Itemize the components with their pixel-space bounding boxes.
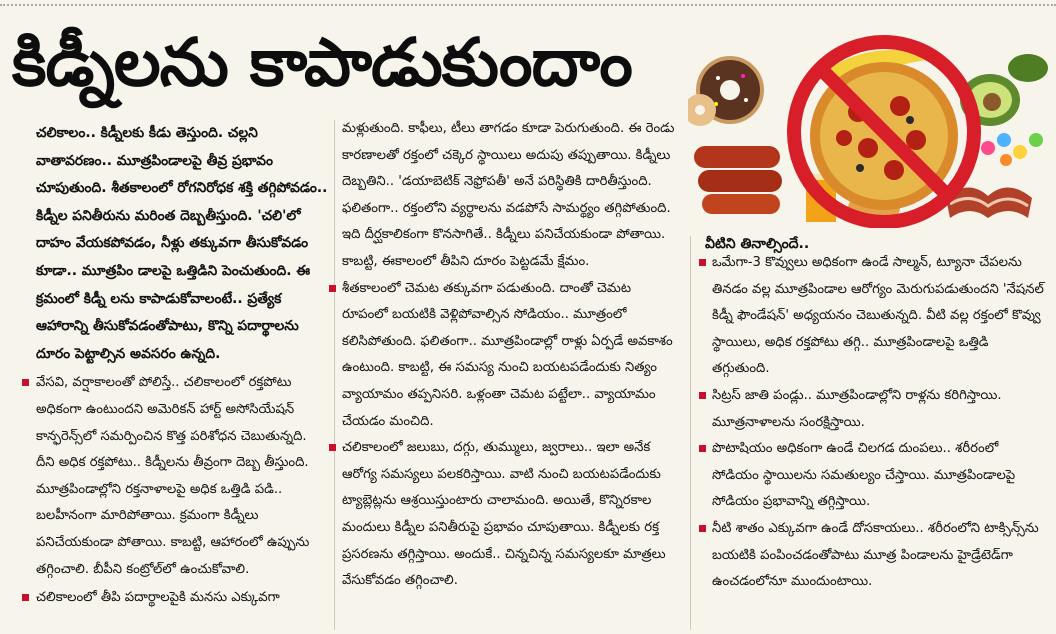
bullet-text: సిట్రస్ జాతి పండ్లు.. మూత్రపిండాల్లోని రాళ్లను కరిగిస్తాయి. మూత్రనాళాలను సంరక్షిస్తాయి. (712, 387, 1002, 430)
list-item (36, 370, 328, 583)
list-item (712, 436, 1048, 516)
column-1 (36, 120, 328, 612)
bullet-text: పొటాషియం అధికంగా ఉండే చిలగడ దుంపలు.. శరీరంలో సోడియం స్థాయిలను సమతుల్యం చేస్తాయి. మూత్రపిండాలపై సోడియం ప్రభావాన్ని తగ్గిస్తాయి. (712, 441, 1016, 510)
list-item (712, 250, 1048, 383)
bullet-text: శీతకాలంలో చెమట తక్కువగా పడుతుంది. దాంతో చెమట రూపంలో బయటికి వెళ్లిపోవాల్సిన సోడియం.. మూత్రంలో కలిసిపోతుంది. ఫలితంగా.. మూత్రపిండాల్లో రాళ్లు ఏర్పడే అవకాశం ఉంటుంది. కాబట్టి, ఈ సమస్య నుంచి బయటపడేందుకు నిత్యం వ్యాయామం తప్పనిసరి. ఒళ్లంతా చెమట పట్టేలా.. వ్యాయామం చేయడం మంచిది. (342, 280, 673, 429)
list-item (36, 585, 328, 612)
list-item (712, 516, 1048, 596)
top-dotted-rule (0, 4, 1056, 6)
bullet-square-icon (699, 259, 706, 266)
column-divider (690, 236, 691, 630)
bullet-text: ఒమేగా-3 కొవ్వులు అధికంగా ఉండే సాల్మన్, ట్యూనా చేపలను తినడం వల్ల మూత్రపిండాల ఆరోగ్యం మెరుగుపడుతుందని 'నేషనల్ కిడ్నీ ఫౌండేషన్' అధ్యయనం చెబుతున్నది. వీటి వల్ల రక్తంలో కొవ్వు స్థాయిలు, అధిక రక్తపోటు తగ్గి.. మూత్రపిండాలపై ఒత్తిడి తగ్గుతుంది. (712, 255, 1044, 377)
bullet-text: చలికాలంలో తీపి పదార్థాలపైకి మనసు ఎక్కువగా (36, 590, 280, 606)
food-prohibition-illustration (688, 28, 1056, 228)
bullet-text: నీటి శాతం ఎక్కువగా ఉండే దోసకాయలు.. శరీరంలోని టాక్సిన్స్‌ను బయటికి పంపించడంతోపాటు మూత్ర పిండాలను హైడ్రేటెడ్‌గా ఉంచడంలోనూ ముందుంటాయి. (712, 520, 1039, 590)
candy-icon (981, 133, 1043, 166)
bullet-square-icon (699, 525, 706, 532)
bullet-square-icon (22, 594, 29, 601)
headline: కిడ్నీలను కాపాడుకుందాం (12, 24, 632, 101)
list-item (712, 383, 1048, 436)
bullet-square-icon (699, 445, 706, 452)
column-divider (334, 120, 335, 630)
bullet-square-icon (329, 285, 336, 292)
bullet-text: వేసవి, వర్షాకాలంతో పోలిస్తే.. చలికాలంలో రక్తపోటు అధికంగా ఉంటుందని అమెరికన్ హార్ట్ అసోసియేషన్ కాన్ఫరెన్స్‌లో సమర్పించిన కొత్త పరిశోధన చెబుతున్నది. దీని అధిక రక్తపోటు.. కిడ్నీలను తీవ్రంగా దెబ్బ తీస్తుంది. మూత్రపిండాల్లోని రక్తనాళాలపై అధిక ఒత్తిడి పడి.. బలహీనంగా మారిపోతాయి. క్రమంగా కిడ్నీలు పనిచేయకుండా పోతాయి. కాబట్టి, ఆహారంలో ఉప్పును తగ్గించాలి. బీపీని కంట్రోల్‌లో ఉంచుకోవాలి. (36, 375, 310, 577)
list-item (342, 435, 680, 595)
section-subhead: వీటిని తినాల్సిందే.. (705, 236, 810, 252)
bullet-text: చలికాలంలో జలుబు, దగ్గు, తుమ్ములు, జ్వరాలు.. ఇలా అనేక ఆరోగ్య సమస్యలు పలకరిస్తాయి. వాటి నుంచి బయటపడేందుకు ట్యాబ్లెట్లను ఆశ్రయిస్తుంటారు చాలామంది. అయితే, కొన్నిరకాల మందులు కిడ్నీల పనితీరుపై ప్రభావం చూపుతాయి. కిడ్నీలకు రక్త ప్రసరణను తగ్గిస్తాయి. అందుకే.. చిన్నచిన్న సమస్యలకూ మాత్రలు వేసుకోవడం తగ్గించాలి. (342, 440, 666, 589)
lead-paragraph: చలికాలం.. కిడ్నీలకు కీడు తెస్తుంది. చల్లని వాతావరణం.. మూత్రపిండాలపై తీవ్ర ప్రభావం చూపుతుంది. శీతకాలంలో రోగనిరోధక శక్తి తగ్గిపోవడం.. కిడ్నీల పనితీరును మరింత దెబ్బతీస్తుంది. 'చలి'లో దాహం వేయకపోవడం, నీళ్లు తక్కువగా తీసుకోవడం కూడా.. మూత్రపిం డాలపై ఒత్తిడిని పెంచుతుంది. ఈ క్రమంలో కిడ్నీ లను కాపాడుకోవాలంటే.. ప్రత్యేక ఆహారాన్ని తీసుకోవడంతోపాటు, కొన్ని పదార్థాలను దూరం పెట్టాల్సిన అవసరం ఉన్నది. (36, 125, 328, 362)
sausages-icon (694, 146, 782, 214)
list-item (342, 276, 680, 436)
paragraph: మళ్లుతుంది. కాఫీలు, టీలు తాగడం కూడా పెరుగుతుంది. ఈ రెండు కారణాలతో రక్తంలో చక్కెర స్థాయిలు అదుపు తప్పుతాయి. కిడ్నీలు దెబ్బతిని.. 'డయాబెటిక్ నెఫ్రోపతీ' అనే పరిస్థితికి దారితీస్తుంది. ఫలితంగా.. రక్తంలోని వ్యర్థాలను వడపోసే సామర్థ్యం తగ్గిపోతుంది. ఇది దీర్ఘకాలికంగా కొనసాగితే.. కిడ్నీలు పనిచేయకుండా పోతాయి. కాబట్టి, ఈకాలంలో తీపిని దూరం పెట్టడమే క్షేమం. (342, 121, 675, 269)
column-3 (712, 250, 1048, 596)
bullet-square-icon (22, 379, 29, 386)
bullet-square-icon (699, 392, 706, 399)
column-2 (342, 116, 680, 595)
bullet-square-icon (329, 444, 336, 451)
